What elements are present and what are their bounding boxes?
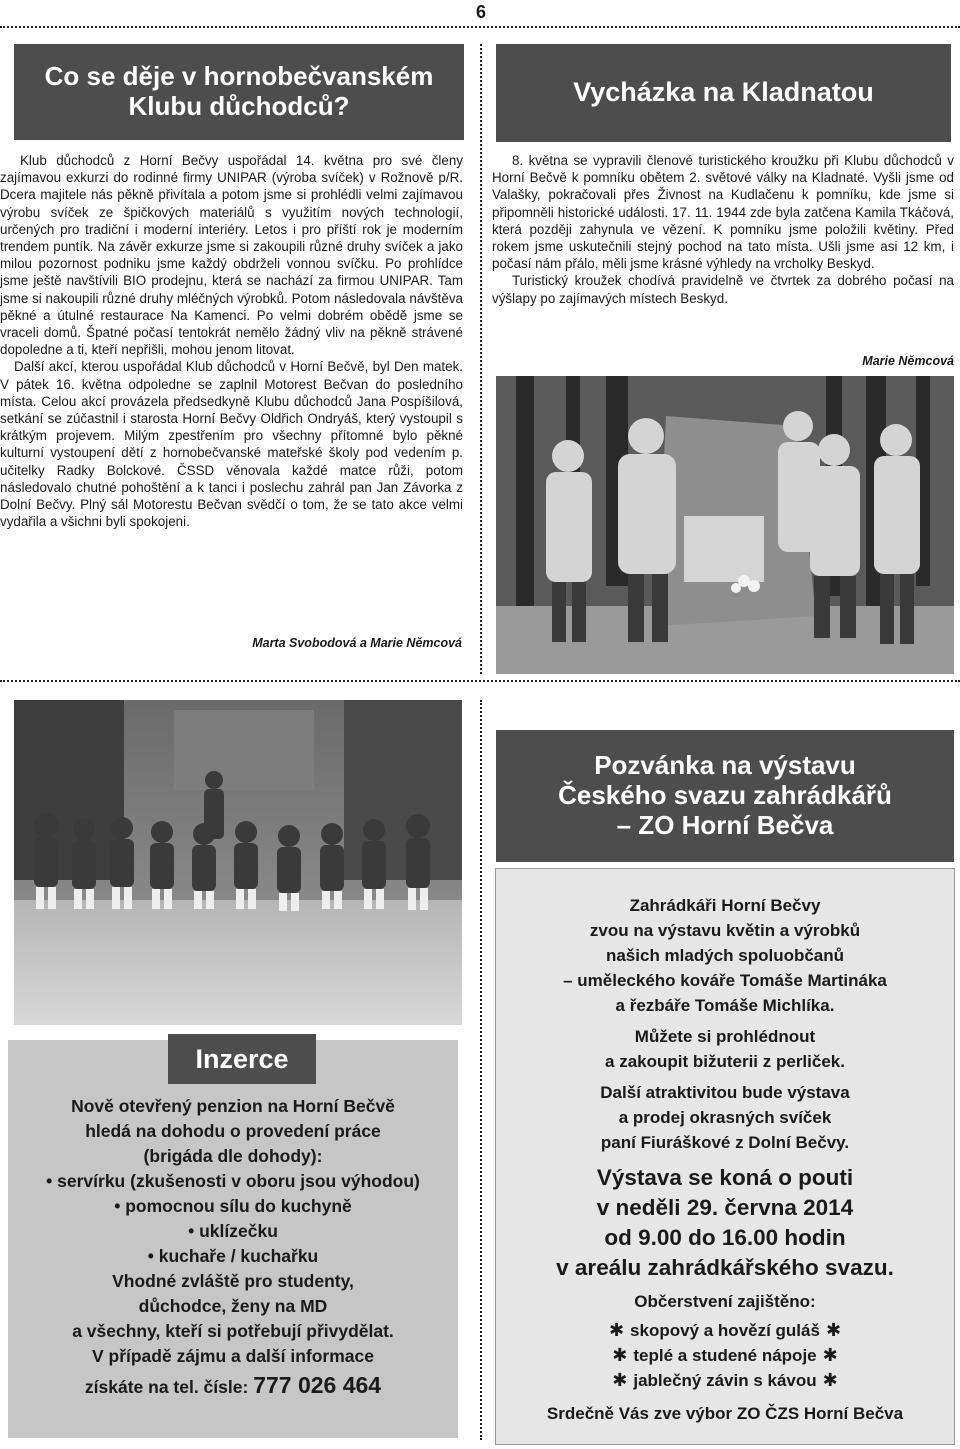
ad-line-7: • kuchaře / kuchařku: [147, 1246, 319, 1266]
top-dotted-rule: [0, 26, 960, 28]
star-bullet-icon: ✱: [822, 1345, 838, 1365]
right-article-title: [496, 44, 951, 142]
invitation-body: [496, 893, 954, 1426]
ad-contact-prefix: získáte na tel. čísle:: [84, 1377, 249, 1397]
ad-line-6: • uklízečku: [188, 1221, 278, 1241]
column-divider-bottom: [480, 700, 482, 1440]
inv-when-1: Výstava se koná o pouti: [596, 1165, 854, 1190]
invitation-title: [496, 730, 954, 862]
inv-a-1: Zahrádkáři Horní Bečvy: [629, 896, 821, 915]
ad-line-8: Vhodné zvláště pro studenty,: [112, 1271, 354, 1291]
left-title-line-1: Co se děje v hornobečvanském: [44, 61, 434, 92]
inv-refresh-title: Občerstvení zajištěno:: [634, 1292, 816, 1311]
invitation-title-line-3: – ZO Horní Bečva: [616, 809, 834, 840]
inv-refresh-item-1-text: skopový a hovězí guláš: [630, 1321, 820, 1340]
left-paragraph-2: Další akcí, kterou uspořádal Klub důchodců v Horní Bečvě, byl Den matek. V pátek 16. května odpoledne se zaplnil Motorest Bečvan do posledního místa. Celou akcí provázela předsedkyně Klubu důchodců Jana Pospíšilová, setkání se zúčastnil i starosta Horní Bečvy Oldřich Ondryáš, který vystoupil s krátkým projevem. Milým zpestřením pro všechny přítomné bylo pěkné kulturní vystoupení dětí z hornobečvanské mateřské školy pod vedením p. učitelky Radky Bolckové. ČSSD věnovala každé matce růži, potom následovalo chutné pohoštění a k tanci i poslechu zahrál pan Jan Závorka z Dolní Bečvy. Plný sál Motorestu Bečvan svědčí o tom, že se tato akce velmi vydařila a všichni byli spokojeni.: [0, 359, 463, 530]
advertisement-body: [8, 1094, 458, 1400]
right-article-body: [492, 152, 954, 307]
right-paragraph-2: Turistický kroužek chodívá pravidelně ve čtvrtek za dobrého počasí na výšlapy po zajímavých místech Beskyd.: [492, 273, 954, 306]
right-paragraph-1: 8. května se vypravili členové turistického kroužku při Klubu důchodců v Horní Bečvě k pomníku obětem 2. světové války na Kladnaté. Vyšli jsme od Valašky, pokračovali přes Živnost na Kudlačenu k pomníku, kde jsme si připomněli historické události. 17. 11. 1944 zde byla zatčena Kamila Tkáčová, která později zahynula ve vězení. K pomníku jsme položili květiny. Před rokem jsme uskutečnili stejný pochod na tato místa. Ušli jsme asi 12 km, i počasí nám přálo, měli jsme krásné výhledy na vrcholky Beskyd.: [492, 153, 954, 272]
ad-line-4: • servírku (zkušenosti v oboru jsou výhodou): [46, 1171, 420, 1191]
invitation-title-line-1: Pozvánka na výstavu: [594, 750, 856, 781]
inv-refresh-item-1: [496, 1318, 954, 1343]
inv-c-3: paní Fiuráškové z Dolní Bečvy.: [600, 1133, 850, 1152]
left-title-line-2: Klubu důchodců?: [128, 91, 350, 121]
inv-when-2: v neděli 29. června 2014: [596, 1195, 854, 1220]
inv-when-3: od 9.00 do 16.00 hodin: [604, 1225, 846, 1250]
inv-when-4: v areálu zahrádkářského svazu.: [556, 1255, 894, 1280]
left-paragraph-1: Klub důchodců z Horní Bečvy uspořádal 14. května pro své členy zajímavou exkurzi do rodinné firmy UNIPAR (výroba svíček) v Rožnově p/R. Dcera majitele nás pěkně přivítala a potom jsme si prohlédli velmi zajímavou výrobu svíček ze špičkových materiálů s využitím nových technologií, určených pro tradiční i moderní interiéry. Letos i pro příští rok je moderním trendem puntík. Na závěr exkurze jsme si zakoupili různé druhy svíček a jako milou pozornost podniku jsme každý obdrželi vonnou svíčku. Po prohlídce jsme ještě navštívili BIO prodejnu, která se nachází za firmou UNIPAR. Tam jsme si nakoupili různé druhy mléčných výrobků. Potom následovala návštěva pěkné a útulné restaurace Na Kamenci. Po velmi dobrém obědě jsme se vraceli domů. Špatné počasí tentokrát nemělo žádný vliv na pěkně strávené dopoledne a ti, kteří nepřišli, mohou jenom litovat.: [0, 153, 463, 358]
right-signature: Marie Němcová: [862, 354, 954, 368]
inv-a-5: a řezbáře Tomáše Michlíka.: [615, 996, 835, 1015]
ad-line-9: důchodce, ženy na MD: [138, 1296, 328, 1316]
inv-b-2: a zakoupit bižuterii z perliček.: [605, 1052, 845, 1071]
inv-c-2: a prodej okrasných svíček: [618, 1108, 832, 1127]
inv-refresh-item-3-text: jablečný závin s kávou: [633, 1371, 817, 1390]
right-title: Vycházka na Kladnatou: [573, 77, 874, 108]
column-divider-top: [480, 44, 482, 674]
ad-line-2: hledá na dohodu o provedení práce: [85, 1121, 381, 1141]
monument-photo: [496, 376, 954, 674]
children-photo: [14, 700, 462, 1025]
inv-refresh-item-3: [496, 1368, 954, 1393]
page-number: 6: [475, 2, 486, 22]
inv-refresh-item-2-text: teplé a studené nápoje: [633, 1346, 817, 1365]
left-signature: Marta Svobodová a Marie Němcová: [252, 636, 462, 650]
inv-a-4: – uměleckého kováře Tomáše Martináka: [563, 971, 887, 990]
star-bullet-icon: ✱: [608, 1320, 625, 1340]
inv-a-2: zvou na výstavu květin a výrobků: [589, 921, 861, 940]
invitation-box: [495, 868, 955, 1445]
star-bullet-icon: ✱: [825, 1320, 842, 1340]
left-article-title: [14, 44, 464, 140]
inv-c-1: Další atraktivitou bude výstava: [600, 1083, 850, 1102]
ad-line-11: V případě zájmu a další informace: [91, 1346, 375, 1366]
advertisement-title: Inzerce: [168, 1034, 316, 1084]
ad-line-5: • pomocnou sílu do kuchyně: [114, 1196, 352, 1216]
ad-line-1: Nově otevřený penzion na Horní Bečvě: [71, 1096, 395, 1116]
section-divider: [0, 680, 960, 682]
invitation-title-line-2: Českého svazu zahrádkářů: [558, 780, 892, 811]
inv-a-3: našich mladých spoluobčanů: [605, 946, 845, 965]
inv-refresh-item-2: [496, 1343, 954, 1368]
inv-b-1: Můžete si prohlédnout: [634, 1027, 816, 1046]
star-bullet-icon: ✱: [612, 1345, 628, 1365]
ad-contact-line: [8, 1373, 458, 1400]
inv-closing: Srdečně Vás zve výbor ZO ČZS Horní Bečva: [546, 1404, 904, 1423]
advertisement-box: [8, 1040, 458, 1438]
ad-line-3: (brigáda dle dohody):: [143, 1146, 323, 1166]
star-bullet-icon: ✱: [612, 1370, 628, 1390]
star-bullet-icon: ✱: [822, 1370, 838, 1390]
ad-line-10: a všechny, kteří si potřebují přivydělat.: [72, 1321, 394, 1341]
left-article-body: [0, 152, 463, 530]
ad-phone-number: 777 026 464: [253, 1372, 382, 1398]
